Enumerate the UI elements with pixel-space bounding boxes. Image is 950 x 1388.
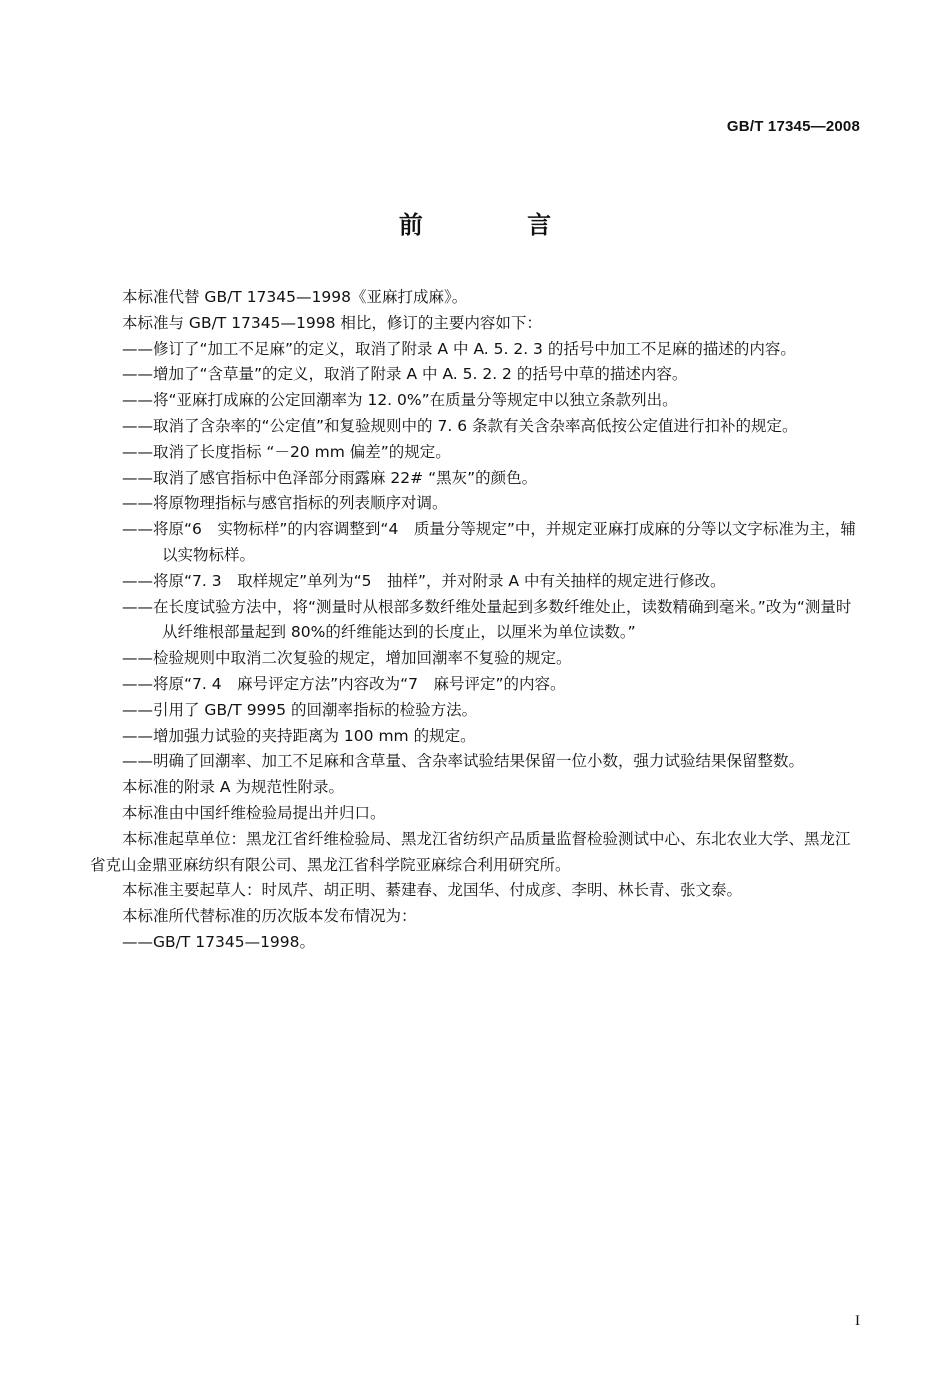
list-item: ——修订了“加工不足麻”的定义，取消了附录 A 中 A. 5. 2. 3 的括号中加工不足麻的描述的内容。 xyxy=(122,339,796,358)
paragraph: 本标准代替 GB/T 17345—1998《亚麻打成麻》。 xyxy=(122,288,468,306)
paragraph: 本标准主要起草人：时凤芹、胡正明、綦建春、龙国华、付成彦、李明、林长青、张文泰。 xyxy=(122,881,743,900)
standard-code: GB/T 17345—2008 xyxy=(726,118,860,135)
list-item: ——将原物理指标与感官指标的列表顺序对调。 xyxy=(122,494,448,513)
list-item: ——明确了回潮率、加工不足麻和含草量、含杂率试验结果保留一位小数，强力试验结果保留整数。 xyxy=(122,752,805,771)
list-item: ——将原“7. 4 麻号评定方法”内容改为“7 麻号评定”的内容。 xyxy=(122,674,566,693)
list-item: ——在长度试验方法中，将“测量时从根部多数纤维处量起到多数纤维处止，读数精确到毫米。”改为“测量时从纤维根部量起到 80%的纤维能达到的长度止，以厘米为单位读数。” xyxy=(122,597,852,642)
paragraph: 本标准与 GB/T 17345—1998 相比，修订的主要内容如下： xyxy=(122,313,542,332)
paragraph: 本标准的附录 A 为规范性附录。 xyxy=(122,778,344,797)
page-number: I xyxy=(855,1313,860,1329)
list-item: ——将原“6 实物标样”的内容调整到“4 质量分等规定”中，并规定亚麻打成麻的分等以文字标准为主，辅以实物标样。 xyxy=(122,520,856,564)
document-body xyxy=(90,285,862,956)
page-title: 前 言 xyxy=(398,211,600,239)
list-item: ——增加强力试验的夹持距离为 100 mm 的规定。 xyxy=(122,726,476,745)
list-item: ——检验规则中取消二次复验的规定，增加回潮率不复验的规定。 xyxy=(122,649,572,668)
paragraph: 本标准起草单位：黑龙江省纤维检验局、黑龙江省纺织产品质量监督检验测试中心、东北农业大学、黑龙江省克山金鼎亚麻纺织有限公司、黑龙江省科学院亚麻综合利用研究所。 xyxy=(90,829,851,874)
list-item: ——取消了长度指标 “－20 mm 偏差”的规定。 xyxy=(122,442,451,461)
list-item: ——取消了感官指标中色泽部分雨露麻 22# “黑灰”的颜色。 xyxy=(122,468,538,487)
list-item: ——取消了含杂率的“公定值”和复验规则中的 7. 6 条款有关含杂率高低按公定值进行扣补的规定。 xyxy=(122,416,798,435)
list-item: ——引用了 GB/T 9995 的回潮率指标的检验方法。 xyxy=(122,700,478,719)
history-item: ——GB/T 17345—1998。 xyxy=(122,932,316,951)
list-item: ——增加了“含草量”的定义，取消了附录 A 中 A. 5. 2. 2 的括号中草的描述内容。 xyxy=(122,365,688,384)
list-item: ——将“亚麻打成麻的公定回潮率为 12. 0%”在质量分等规定中以独立条款列出。 xyxy=(122,391,678,410)
paragraph: 本标准所代替标准的历次版本发布情况为： xyxy=(122,907,417,926)
paragraph: 本标准由中国纤维检验局提出并归口。 xyxy=(122,803,386,822)
list-item: ——将原“7. 3 取样规定”单列为“5 抽样”，并对附录 A 中有关抽样的规定进行修改。 xyxy=(122,571,726,590)
